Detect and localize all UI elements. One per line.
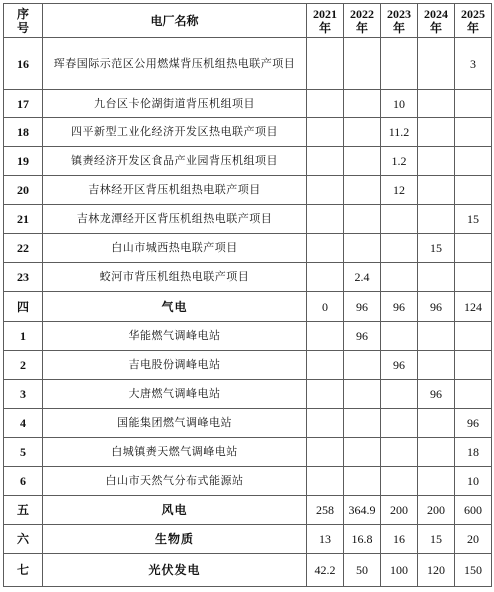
table-header-row xyxy=(4,4,492,38)
value-cell-2021 xyxy=(307,409,344,438)
plant-name-cell: 风电 xyxy=(43,496,307,525)
plant-name-cell: 蛟河市背压机组热电联产项目 xyxy=(43,263,307,292)
value-cell-2025: 20 xyxy=(455,525,492,554)
category-row xyxy=(4,496,492,525)
value-cell-2025: 3 xyxy=(455,38,492,90)
value-cell-2021 xyxy=(307,467,344,496)
plant-name-cell: 吉电股份调峰电站 xyxy=(43,351,307,380)
row-number: 19 xyxy=(4,147,43,176)
value-cell-2024: 96 xyxy=(418,292,455,322)
value-cell-2024 xyxy=(418,118,455,147)
value-cell-2022: 96 xyxy=(344,292,381,322)
row-number: 四 xyxy=(4,292,43,322)
table-row xyxy=(4,38,492,90)
value-cell-2022: 364.9 xyxy=(344,496,381,525)
table-row xyxy=(4,205,492,234)
value-cell-2021 xyxy=(307,351,344,380)
value-cell-2023 xyxy=(381,322,418,351)
value-cell-2025 xyxy=(455,351,492,380)
value-cell-2024 xyxy=(418,322,455,351)
plant-name-cell: 吉林龙潭经开区背压机组热电联产项目 xyxy=(43,205,307,234)
header-plant-name: 电厂名称 xyxy=(43,4,307,38)
value-cell-2022: 96 xyxy=(344,322,381,351)
header-year-2021: 2021 年 xyxy=(307,4,344,38)
value-cell-2022 xyxy=(344,409,381,438)
value-cell-2022 xyxy=(344,147,381,176)
value-cell-2021: 258 xyxy=(307,496,344,525)
value-cell-2022 xyxy=(344,205,381,234)
value-cell-2021 xyxy=(307,322,344,351)
value-cell-2025: 15 xyxy=(455,205,492,234)
header-year-2022: 2022 年 xyxy=(344,4,381,38)
value-cell-2021 xyxy=(307,90,344,118)
value-cell-2025: 96 xyxy=(455,409,492,438)
value-cell-2023: 10 xyxy=(381,90,418,118)
value-cell-2025 xyxy=(455,263,492,292)
value-cell-2022 xyxy=(344,351,381,380)
value-cell-2021 xyxy=(307,38,344,90)
value-cell-2025: 150 xyxy=(455,554,492,587)
row-number: 五 xyxy=(4,496,43,525)
plant-name-cell: 生物质 xyxy=(43,525,307,554)
value-cell-2021 xyxy=(307,380,344,409)
plant-name-cell: 白山市天然气分布式能源站 xyxy=(43,467,307,496)
plant-name-cell: 大唐燃气调峰电站 xyxy=(43,380,307,409)
row-number: 23 xyxy=(4,263,43,292)
value-cell-2022 xyxy=(344,118,381,147)
value-cell-2024: 15 xyxy=(418,525,455,554)
value-cell-2025 xyxy=(455,90,492,118)
value-cell-2023 xyxy=(381,205,418,234)
value-cell-2025 xyxy=(455,234,492,263)
value-cell-2024 xyxy=(418,38,455,90)
document-page xyxy=(3,3,492,587)
value-cell-2022: 50 xyxy=(344,554,381,587)
value-cell-2025: 10 xyxy=(455,467,492,496)
table-row xyxy=(4,176,492,205)
value-cell-2022 xyxy=(344,90,381,118)
table-row xyxy=(4,438,492,467)
value-cell-2025: 18 xyxy=(455,438,492,467)
row-number: 1 xyxy=(4,322,43,351)
value-cell-2022 xyxy=(344,467,381,496)
value-cell-2025: 600 xyxy=(455,496,492,525)
table-row xyxy=(4,234,492,263)
value-cell-2024 xyxy=(418,205,455,234)
value-cell-2023: 12 xyxy=(381,176,418,205)
value-cell-2022 xyxy=(344,438,381,467)
row-number: 七 xyxy=(4,554,43,587)
value-cell-2021 xyxy=(307,234,344,263)
row-number: 4 xyxy=(4,409,43,438)
plant-name-cell: 国能集团燃气调峰电站 xyxy=(43,409,307,438)
row-number: 六 xyxy=(4,525,43,554)
value-cell-2023 xyxy=(381,467,418,496)
value-cell-2024 xyxy=(418,176,455,205)
table-row xyxy=(4,118,492,147)
table-row xyxy=(4,380,492,409)
row-number: 16 xyxy=(4,38,43,90)
table-row xyxy=(4,351,492,380)
plant-name-cell: 气电 xyxy=(43,292,307,322)
value-cell-2024: 120 xyxy=(418,554,455,587)
value-cell-2023 xyxy=(381,234,418,263)
value-cell-2025 xyxy=(455,147,492,176)
value-cell-2024 xyxy=(418,263,455,292)
value-cell-2021: 0 xyxy=(307,292,344,322)
value-cell-2023: 96 xyxy=(381,351,418,380)
value-cell-2024 xyxy=(418,90,455,118)
power-plant-capacity-table xyxy=(3,3,492,587)
row-number: 6 xyxy=(4,467,43,496)
value-cell-2023 xyxy=(381,263,418,292)
category-row xyxy=(4,525,492,554)
value-cell-2021: 13 xyxy=(307,525,344,554)
row-number: 18 xyxy=(4,118,43,147)
value-cell-2024 xyxy=(418,467,455,496)
row-number: 22 xyxy=(4,234,43,263)
value-cell-2023 xyxy=(381,438,418,467)
table-row xyxy=(4,322,492,351)
row-number: 3 xyxy=(4,380,43,409)
plant-name-cell: 华能燃气调峰电站 xyxy=(43,322,307,351)
header-no: 序 号 xyxy=(4,4,43,38)
row-number: 20 xyxy=(4,176,43,205)
value-cell-2023: 16 xyxy=(381,525,418,554)
value-cell-2025 xyxy=(455,118,492,147)
value-cell-2021 xyxy=(307,205,344,234)
value-cell-2021 xyxy=(307,438,344,467)
header-year-2024: 2024 年 xyxy=(418,4,455,38)
plant-name-cell: 镇赉经济开发区食品产业园背压机组项目 xyxy=(43,147,307,176)
row-number: 21 xyxy=(4,205,43,234)
value-cell-2024 xyxy=(418,351,455,380)
value-cell-2022 xyxy=(344,380,381,409)
value-cell-2024 xyxy=(418,409,455,438)
value-cell-2022 xyxy=(344,176,381,205)
value-cell-2024 xyxy=(418,147,455,176)
plant-name-cell: 珲春国际示范区公用燃煤背压机组热电联产项目 xyxy=(43,38,307,90)
value-cell-2022: 2.4 xyxy=(344,263,381,292)
table-row xyxy=(4,409,492,438)
value-cell-2023: 96 xyxy=(381,292,418,322)
value-cell-2025 xyxy=(455,322,492,351)
table-row xyxy=(4,90,492,118)
plant-name-cell: 九台区卡伦湖街道背压机组项目 xyxy=(43,90,307,118)
value-cell-2023: 11.2 xyxy=(381,118,418,147)
row-number: 17 xyxy=(4,90,43,118)
value-cell-2023: 100 xyxy=(381,554,418,587)
value-cell-2021: 42.2 xyxy=(307,554,344,587)
value-cell-2022 xyxy=(344,38,381,90)
value-cell-2023: 1.2 xyxy=(381,147,418,176)
value-cell-2021 xyxy=(307,118,344,147)
plant-name-cell: 白山市城西热电联产项目 xyxy=(43,234,307,263)
value-cell-2024: 15 xyxy=(418,234,455,263)
plant-name-cell: 白城镇赉天燃气调峰电站 xyxy=(43,438,307,467)
value-cell-2023 xyxy=(381,409,418,438)
header-year-2025: 2025 年 xyxy=(455,4,492,38)
value-cell-2023: 200 xyxy=(381,496,418,525)
table-row xyxy=(4,467,492,496)
value-cell-2022: 16.8 xyxy=(344,525,381,554)
value-cell-2021 xyxy=(307,176,344,205)
table-row xyxy=(4,147,492,176)
row-number: 2 xyxy=(4,351,43,380)
value-cell-2024 xyxy=(418,438,455,467)
plant-name-cell: 光伏发电 xyxy=(43,554,307,587)
value-cell-2021 xyxy=(307,263,344,292)
header-year-2023: 2023 年 xyxy=(381,4,418,38)
value-cell-2024: 96 xyxy=(418,380,455,409)
category-row xyxy=(4,292,492,322)
plant-name-cell: 吉林经开区背压机组热电联产项目 xyxy=(43,176,307,205)
value-cell-2023 xyxy=(381,380,418,409)
row-number: 5 xyxy=(4,438,43,467)
value-cell-2025: 124 xyxy=(455,292,492,322)
value-cell-2024: 200 xyxy=(418,496,455,525)
value-cell-2025 xyxy=(455,380,492,409)
value-cell-2021 xyxy=(307,147,344,176)
value-cell-2025 xyxy=(455,176,492,205)
value-cell-2022 xyxy=(344,234,381,263)
plant-name-cell: 四平新型工业化经济开发区热电联产项目 xyxy=(43,118,307,147)
value-cell-2023 xyxy=(381,38,418,90)
category-row xyxy=(4,554,492,587)
table-row xyxy=(4,263,492,292)
